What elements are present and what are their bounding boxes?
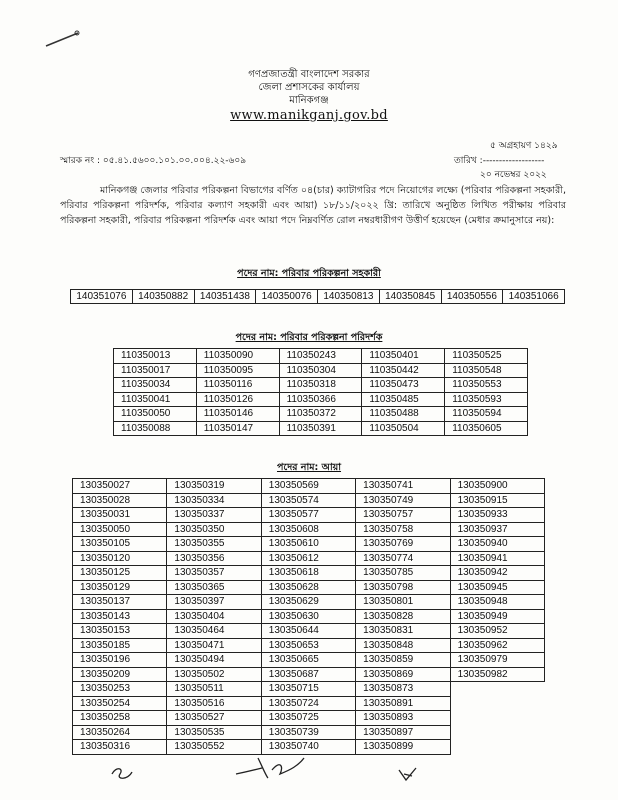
table-row <box>73 653 545 668</box>
roll-number-cell: 130350982 <box>450 667 544 682</box>
roll-number-cell: 110350147 <box>196 421 279 436</box>
roll-number-cell: 130350952 <box>450 624 544 639</box>
staple-mark <box>42 28 82 54</box>
roll-number-cell: 110350401 <box>362 349 445 364</box>
roll-number-cell: 110350442 <box>362 363 445 378</box>
roll-number-cell: 110350041 <box>114 392 197 407</box>
roll-number-cell: 130350749 <box>356 493 450 508</box>
roll-number-cell: 140351438 <box>194 290 256 304</box>
roll-number-cell: 110350050 <box>114 407 197 422</box>
date-english: ২০ নভেম্বর ২০২২ <box>480 170 547 180</box>
roll-number-cell: 130350937 <box>450 522 544 537</box>
table-row <box>73 638 545 653</box>
roll-number-cell: 130350125 <box>73 566 167 581</box>
roll-number-cell: 130350334 <box>167 493 261 508</box>
roll-number-cell <box>450 696 544 711</box>
roll-number-cell: 130350028 <box>73 493 167 508</box>
roll-number-cell: 110350034 <box>114 378 197 393</box>
roll-number-cell: 130350740 <box>261 740 355 755</box>
office-name: জেলা প্রশাসকের কার্যালয় <box>258 82 360 93</box>
roll-number-cell: 130350801 <box>356 595 450 610</box>
roll-number-cell: 110350090 <box>196 349 279 364</box>
table-row <box>73 696 545 711</box>
roll-number-cell: 130350869 <box>356 667 450 682</box>
roll-number-cell: 130350630 <box>261 609 355 624</box>
roll-number-cell: 130350027 <box>73 479 167 494</box>
table-row <box>73 566 545 581</box>
notice-body: মানিকগঞ্জ জেলার পরিবার পরিকল্পনা বিভাগের বর্ণিত ০৪(চার) ক্যাটাগরির পদে নিয়োগের লক্ষ্যে (পরিবার পরিকল্পনা সহকারী, পরিবার পরিকল্পনা পরিদর্শক, পরিবার কল্যাণ সহকারী এবং আয়া) ১৮/১১/২০২২ খ্রি: তারিখে অনুষ্ঠিত লিখিত পরীক্ষায় পরিবার পরিকল্পনা সহকারী, পরিবার পরিকল্পনা পরিদর্শক এবং আয়া পদে নিম্নবর্ণিত রোল নম্বরধারীগণ উত্তীর্ণ হয়েছেন (মেধার ক্রমানুসারে নয়): <box>60 185 566 226</box>
roll-number-cell: 130350942 <box>450 566 544 581</box>
table-row <box>73 725 545 740</box>
table-row <box>73 580 545 595</box>
roll-number-cell: 110350372 <box>279 407 362 422</box>
roll-number-cell: 130350153 <box>73 624 167 639</box>
roll-number-cell: 110350366 <box>279 392 362 407</box>
roll-number-cell: 130350715 <box>261 682 355 697</box>
roll-number-cell: 140350845 <box>379 290 441 304</box>
district-name: মানিকগঞ্জ <box>289 95 329 106</box>
roll-number-cell: 130350264 <box>73 725 167 740</box>
roll-number-cell: 110350017 <box>114 363 197 378</box>
roll-number-cell: 130350769 <box>356 537 450 552</box>
table-row <box>73 609 545 624</box>
roll-number-cell: 110350146 <box>196 407 279 422</box>
roll-number-cell: 130350137 <box>73 595 167 610</box>
date-label: তারিখ :------------------- <box>454 156 545 166</box>
roll-number-cell: 130350129 <box>73 580 167 595</box>
signature-initial-right <box>396 764 420 784</box>
roll-table-aya <box>72 478 545 755</box>
roll-table-fp-assistant <box>70 289 565 304</box>
roll-number-cell: 130350031 <box>73 508 167 523</box>
roll-number-cell: 130350350 <box>167 522 261 537</box>
roll-number-cell: 130350608 <box>261 522 355 537</box>
roll-number-cell: 130350859 <box>356 653 450 668</box>
signature-initial-left <box>106 762 136 784</box>
roll-number-cell: 130350891 <box>356 696 450 711</box>
table-row <box>73 508 545 523</box>
govt-name: গণপ্রজাতন্ত্রী বাংলাদেশ সরকার <box>248 69 370 80</box>
section-title-fp-assistant: পদের নাম: পরিবার পরিকল্পনা সহকারী <box>237 268 381 279</box>
roll-number-cell: 130350628 <box>261 580 355 595</box>
roll-number-cell: 130350949 <box>450 609 544 624</box>
roll-number-cell: 140350556 <box>441 290 503 304</box>
roll-number-cell: 110350548 <box>445 363 528 378</box>
roll-number-cell: 130350940 <box>450 537 544 552</box>
roll-number-cell: 130350494 <box>167 653 261 668</box>
roll-number-cell: 130350724 <box>261 696 355 711</box>
roll-number-cell: 130350629 <box>261 595 355 610</box>
roll-number-cell: 140351076 <box>71 290 133 304</box>
roll-number-cell: 130350552 <box>167 740 261 755</box>
roll-number-cell: 110350126 <box>196 392 279 407</box>
roll-number-cell: 130350757 <box>356 508 450 523</box>
roll-number-cell: 130350143 <box>73 609 167 624</box>
table-row <box>73 595 545 610</box>
roll-number-cell: 110350088 <box>114 421 197 436</box>
roll-number-cell: 110350473 <box>362 378 445 393</box>
roll-number-cell: 130350725 <box>261 711 355 726</box>
roll-number-cell <box>450 711 544 726</box>
roll-number-cell: 130350337 <box>167 508 261 523</box>
roll-number-cell: 130350933 <box>450 508 544 523</box>
roll-number-cell: 110350553 <box>445 378 528 393</box>
roll-number-cell: 130350785 <box>356 566 450 581</box>
roll-number-cell: 110350593 <box>445 392 528 407</box>
roll-number-cell: 130350356 <box>167 551 261 566</box>
roll-number-cell: 130350739 <box>261 725 355 740</box>
roll-number-cell: 130350120 <box>73 551 167 566</box>
roll-number-cell: 110350488 <box>362 407 445 422</box>
roll-number-cell: 130350941 <box>450 551 544 566</box>
roll-number-cell: 130350357 <box>167 566 261 581</box>
table-row <box>114 349 528 364</box>
roll-number-cell: 130350774 <box>356 551 450 566</box>
roll-number-cell <box>450 682 544 697</box>
table-row <box>73 537 545 552</box>
roll-number-cell: 110350605 <box>445 421 528 436</box>
roll-number-cell: 130350831 <box>356 624 450 639</box>
table-row <box>114 421 528 436</box>
roll-number-cell: 130350610 <box>261 537 355 552</box>
roll-number-cell: 130350464 <box>167 624 261 639</box>
roll-number-cell: 130350316 <box>73 740 167 755</box>
roll-number-cell: 130350612 <box>261 551 355 566</box>
roll-number-cell: 130350569 <box>261 479 355 494</box>
table-row <box>73 493 545 508</box>
roll-number-cell: 130350893 <box>356 711 450 726</box>
roll-number-cell: 130350502 <box>167 667 261 682</box>
roll-number-cell: 140351066 <box>503 290 565 304</box>
roll-number-cell: 110350485 <box>362 392 445 407</box>
roll-number-cell: 130350900 <box>450 479 544 494</box>
roll-number-cell: 130350404 <box>167 609 261 624</box>
date-bangla: ৫ অগ্রহায়ণ ১৪২৯ <box>490 141 558 151</box>
signature-center <box>232 752 312 782</box>
table-row <box>73 551 545 566</box>
roll-number-cell: 130350527 <box>167 711 261 726</box>
roll-number-cell: 130350319 <box>167 479 261 494</box>
roll-number-cell: 130350397 <box>167 595 261 610</box>
roll-number-cell: 130350873 <box>356 682 450 697</box>
roll-number-cell: 130350574 <box>261 493 355 508</box>
roll-number-cell: 130350577 <box>261 508 355 523</box>
roll-number-cell: 130350196 <box>73 653 167 668</box>
roll-number-cell: 130350848 <box>356 638 450 653</box>
roll-number-cell: 130350758 <box>356 522 450 537</box>
roll-number-cell: 130350209 <box>73 667 167 682</box>
table-row <box>114 392 528 407</box>
roll-number-cell: 110350594 <box>445 407 528 422</box>
roll-number-cell: 110350391 <box>279 421 362 436</box>
roll-number-cell: 130350258 <box>73 711 167 726</box>
table-row <box>73 682 545 697</box>
roll-number-cell: 130350105 <box>73 537 167 552</box>
roll-number-cell: 130350798 <box>356 580 450 595</box>
roll-number-cell: 130350185 <box>73 638 167 653</box>
roll-number-cell: 130350535 <box>167 725 261 740</box>
section-title-aya: পদের নাম: আয়া <box>276 462 342 473</box>
table-row <box>73 479 545 494</box>
roll-number-cell: 130350948 <box>450 595 544 610</box>
roll-number-cell: 110350243 <box>279 349 362 364</box>
roll-number-cell: 130350945 <box>450 580 544 595</box>
table-row <box>73 667 545 682</box>
roll-number-cell: 130350516 <box>167 696 261 711</box>
roll-number-cell: 130350915 <box>450 493 544 508</box>
roll-number-cell: 130350511 <box>167 682 261 697</box>
memo-number: স্মারক নং : ০৫.৪১.৫৬০০.১০১.০০.০০৪.২২-৬০৯ <box>60 156 247 166</box>
roll-number-cell: 130350253 <box>73 682 167 697</box>
table-row <box>114 378 528 393</box>
roll-number-cell: 130350962 <box>450 638 544 653</box>
roll-number-cell: 110350504 <box>362 421 445 436</box>
roll-number-cell: 130350979 <box>450 653 544 668</box>
roll-number-cell: 130350897 <box>356 725 450 740</box>
section-title-fp-inspector: পদের নাম: পরিবার পরিকল্পনা পরিদর্শক <box>235 332 383 343</box>
roll-number-cell: 130350471 <box>167 638 261 653</box>
roll-number-cell: 140350076 <box>256 290 318 304</box>
roll-number-cell: 140350882 <box>132 290 194 304</box>
roll-number-cell: 130350644 <box>261 624 355 639</box>
roll-number-cell: 130350653 <box>261 638 355 653</box>
roll-number-cell: 110350304 <box>279 363 362 378</box>
table-row <box>114 407 528 422</box>
roll-number-cell: 130350741 <box>356 479 450 494</box>
website-link[interactable]: www.manikganj.gov.bd <box>230 108 388 123</box>
roll-table-fp-inspector <box>113 348 528 436</box>
roll-number-cell: 130350828 <box>356 609 450 624</box>
roll-number-cell: 140350813 <box>318 290 380 304</box>
table-row <box>73 624 545 639</box>
table-row <box>114 363 528 378</box>
roll-number-cell: 130350665 <box>261 653 355 668</box>
roll-number-cell: 110350116 <box>196 378 279 393</box>
roll-number-cell: 110350525 <box>445 349 528 364</box>
table-row <box>73 711 545 726</box>
roll-number-cell: 110350013 <box>114 349 197 364</box>
roll-number-cell <box>450 740 544 755</box>
roll-number-cell: 110350095 <box>196 363 279 378</box>
roll-number-cell: 130350618 <box>261 566 355 581</box>
roll-number-cell: 130350687 <box>261 667 355 682</box>
roll-number-cell: 130350899 <box>356 740 450 755</box>
table-row <box>71 290 565 304</box>
roll-number-cell <box>450 725 544 740</box>
table-row <box>73 522 545 537</box>
roll-number-cell: 130350050 <box>73 522 167 537</box>
roll-number-cell: 110350318 <box>279 378 362 393</box>
roll-number-cell: 130350355 <box>167 537 261 552</box>
roll-number-cell: 130350254 <box>73 696 167 711</box>
roll-number-cell: 130350365 <box>167 580 261 595</box>
